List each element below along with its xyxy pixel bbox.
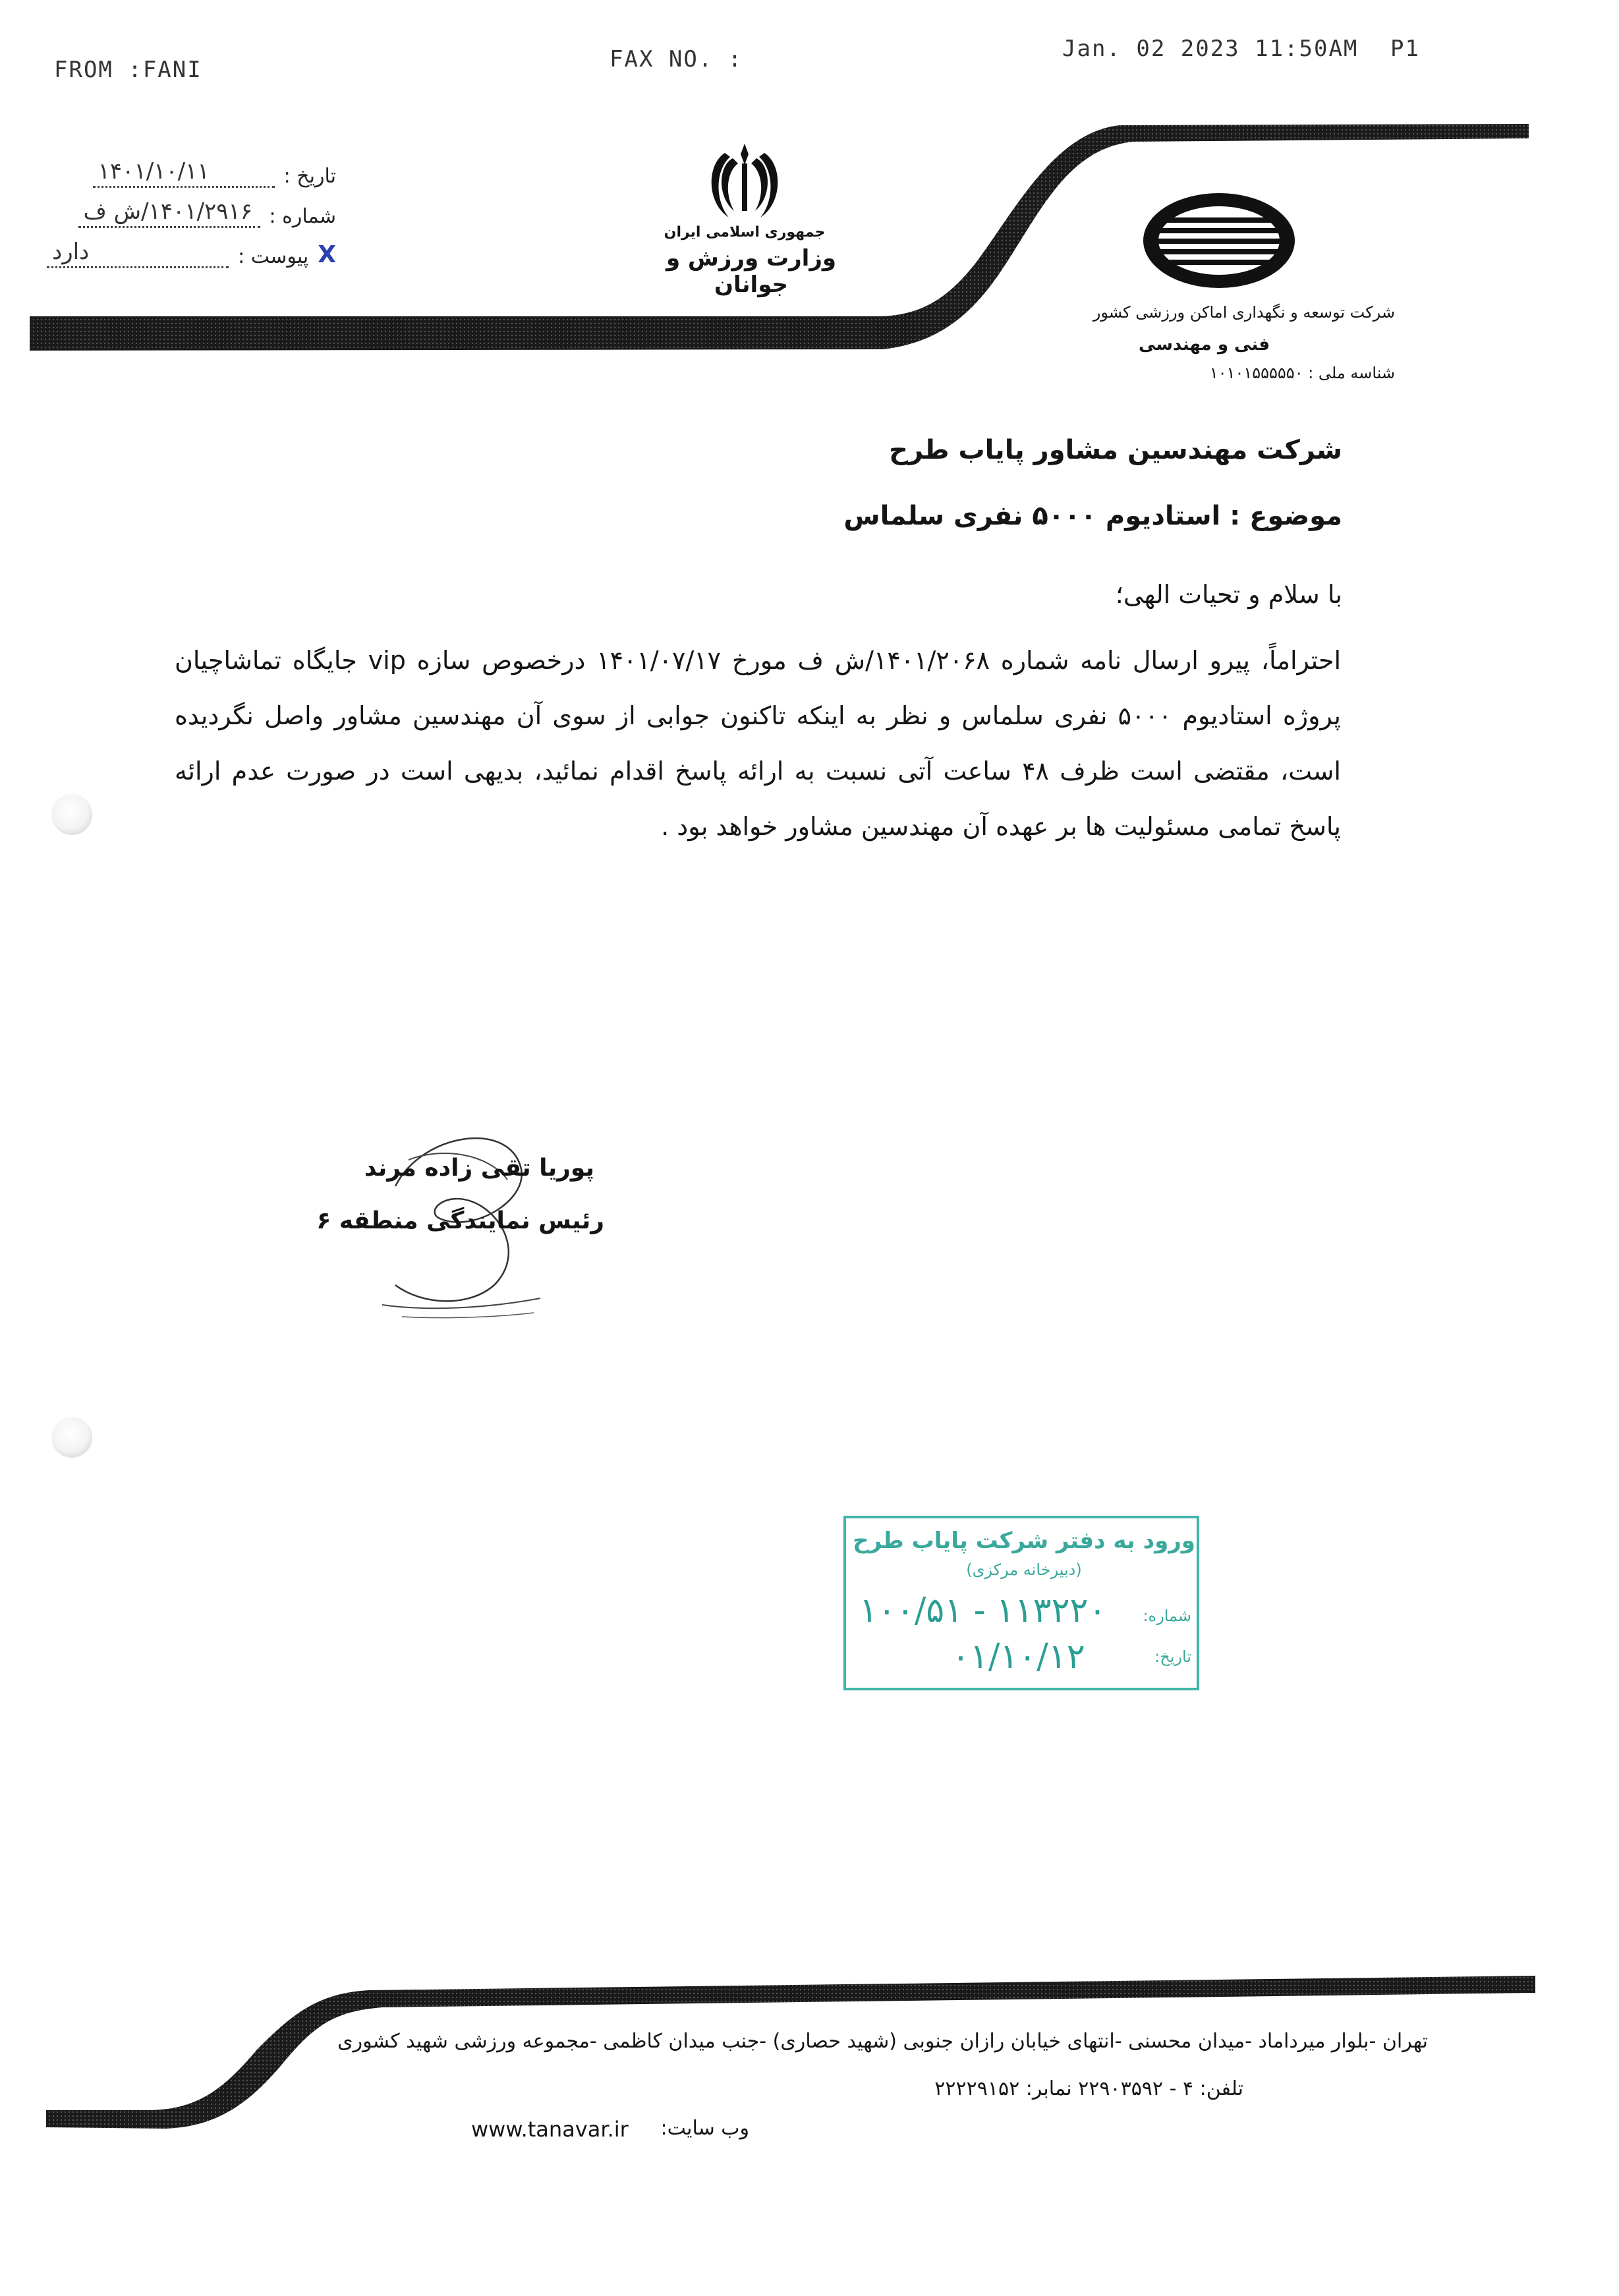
stamp-title: ورود به دفتر شرکت پایاب طرح <box>853 1528 1195 1554</box>
attachment-mark: X <box>318 241 336 268</box>
ministry-name: وزارت ورزش و جوانان <box>666 245 837 298</box>
greeting: با سلام و تحیات الهی؛ <box>1115 580 1342 609</box>
meta-number-label: شماره : <box>269 205 336 228</box>
fax-from: FROM :FANI <box>54 57 202 83</box>
meta-attachment-value: دارد <box>47 239 229 268</box>
signer-name: پوریا تقی زاده مرند <box>364 1155 594 1182</box>
letter-body: احتراماً، پیرو ارسال نامه شماره ۱۴۰۱/۲۰۶۸/ش ف مورخ ۱۴۰۱/۰۷/۱۷ درخصوص سازه vip جایگاه تماشاچیان پروژه استادیوم ۵۰۰۰ نفری سلماس و نظر به اینکه تاکنون جوابی از سوی آن مهندسین مشاور واصل نگردیده است، مقتضی است ظرف ۴۸ ساعت آتی نسبت به ارائه پاسخ اقدام نمائید، بدیهی است در صورت عدم ارائه پاسخ تمامی مسئولیت ها بر عهده آن مهندسین مشاور خواهد بود . <box>175 646 1342 841</box>
punch-hole-2 <box>51 1417 92 1458</box>
footer-website-label: وب سایت: <box>660 2117 749 2140</box>
footer-website[interactable]: www.tanavar.ir <box>471 2117 629 2142</box>
stamp-number-label: شماره: <box>1143 1607 1191 1625</box>
fax-number-label: FAX NO. : <box>610 46 743 72</box>
footer-phone: تلفن: ۴ - ۲۲۹۰۳۵۹۲ نمابر: ۲۲۲۲۹۱۵۲ <box>934 2077 1243 2100</box>
recipient: شرکت مهندسین مشاور پایاب طرح <box>889 435 1342 465</box>
receipt-stamp <box>843 1516 1199 1690</box>
footer-address: تهران -بلوار میرداماد -میدان محسنی -انتهای خیابان رازان جنوبی (شهید حصاری) -جنب میدان کاظمی -مجموعه ورزشی شهید کشوری <box>337 2030 1428 2053</box>
subject: موضوع : استادیوم ۵۰۰۰ نفری سلماس <box>843 501 1342 531</box>
company-department: فنی و مهندسی <box>1139 335 1270 355</box>
meta-number-value: ۱۴۰۱/۲۹۱۶/ش ف <box>78 198 260 228</box>
punch-hole-1 <box>51 794 92 835</box>
company-national-id: شناسه ملی : ۱۰۱۰۱۵۵۵۵۵۰ <box>1209 364 1395 382</box>
footer-band <box>0 1964 1619 2162</box>
meta-date-label: تاریخ : <box>283 165 336 188</box>
stamp-date-value: ۰۱/۱۰/۱۲ <box>952 1637 1085 1677</box>
meta-attachment-label: پیوست : <box>238 245 309 268</box>
ministry-country: جمهوری اسلامی ایران <box>664 224 826 241</box>
stamp-subtitle: (دبیرخانه مرکزی) <box>966 1561 1082 1579</box>
signer-title: رئیس نمایندگی منطقه ۶ <box>316 1207 604 1234</box>
header-band <box>0 112 1619 376</box>
fax-page: P1 <box>1390 36 1420 62</box>
stamp-date-label: تاریخ: <box>1154 1648 1191 1666</box>
stamp-number-value: ۱۰۰/۵۱ - ۱۱۳۲۲۰ <box>859 1591 1107 1630</box>
meta-date-value: ۱۴۰۱/۱۰/۱۱ <box>93 158 275 188</box>
fax-datetime: Jan. 02 2023 11:50AM <box>1062 36 1359 62</box>
company-name: شرکت توسعه و نگهداری اماکن ورزشی کشور <box>1093 303 1395 322</box>
